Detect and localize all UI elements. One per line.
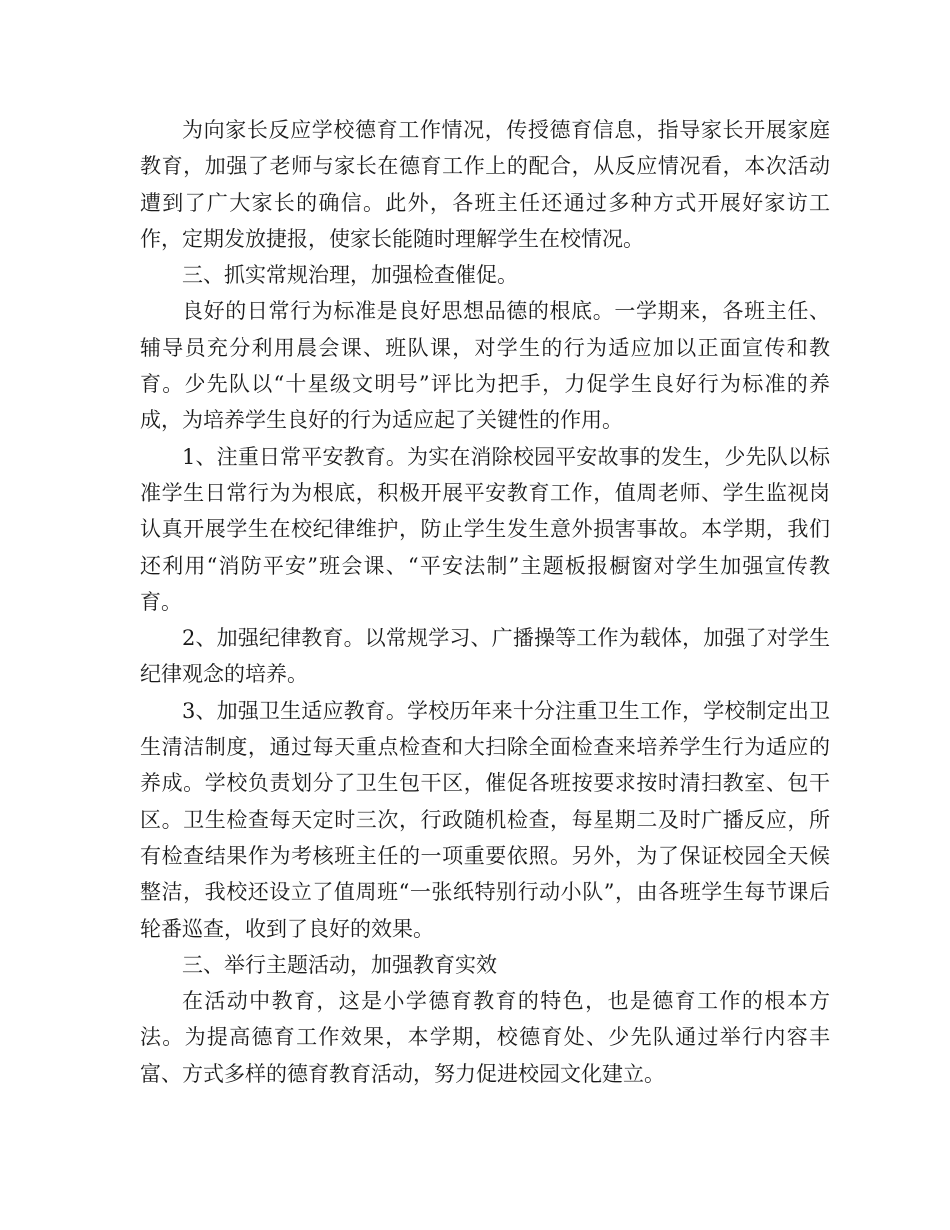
document-body (140, 112, 830, 1092)
paragraph-behavior-standards: 良好的日常行为标准是良好思想品德的根底。一学期来，各班主任、辅导员充分利用晨会课、班队课，对学生的行为适应加以正面宣传和教育。少先队以“十星级文明号”评比为把手，力促学生良好行为标准的养成，为培养学生良好的行为适应起了关键性的作用。 (140, 299, 830, 433)
section-heading-theme-activities: 三、举行主题活动，加强教育实效 (182, 952, 497, 977)
paragraph-activity-education: 在活动中教育，这是小学德育教育的特色，也是德育工作的根本方法。为提高德育工作效果，本学期，校德育处、少先队通过举行内容丰富、方式多样的德育教育活动，努力促进校园文化建立。 (140, 989, 830, 1086)
section-heading-routine-management: 三、抓实常规治理，加强检查催促。 (182, 263, 518, 288)
paragraph-discipline-education: 2、加强纪律教育。以常规学习、广播操等工作为载体，加强了对学生纪律观念的培养。 (140, 626, 830, 687)
paragraph-parent-communication: 为向家长反应学校德育工作情况，传授德育信息，指导家长开展家庭教育，加强了老师与家长在德育工作上的配合，从反应情况看，本次活动遭到了广大家长的确信。此外，各班主任还通过多种方式开展好家访工作，定期发放捷报，使家长能随时理解学生在校情况。 (140, 118, 830, 251)
paragraph-hygiene-education: 3、加强卫生适应教育。学校历年来十分注重卫生工作，学校制定出卫生清洁制度，通过每天重点检查和大扫除全面检查来培养学生行为适应的养成。学校负责划分了卫生包干区，催促各班按要求按时清扫教室、包干区。卫生检查每天定时三次，行政随机检查，每星期二及时广播反应，所有检查结果作为考核班主任的一项重要依照。另外，为了保证校园全天候整洁，我校还设立了值周班“一张纸特别行动小队”，由各班学生每节课后轮番巡查，收到了良好的效果。 (140, 698, 830, 941)
paragraph-safety-education: 1、注重日常平安教育。为实在消除校园平安故事的发生，少先队以标准学生日常行为为根底，积极开展平安教育工作，值周老师、学生监视岗认真开展学生在校纪律维护，防止学生发生意外损害事故。本学期，我们还利用“消防平安”班会课、“平安法制”主题板报橱窗对学生加强宣传教育。 (140, 444, 830, 614)
